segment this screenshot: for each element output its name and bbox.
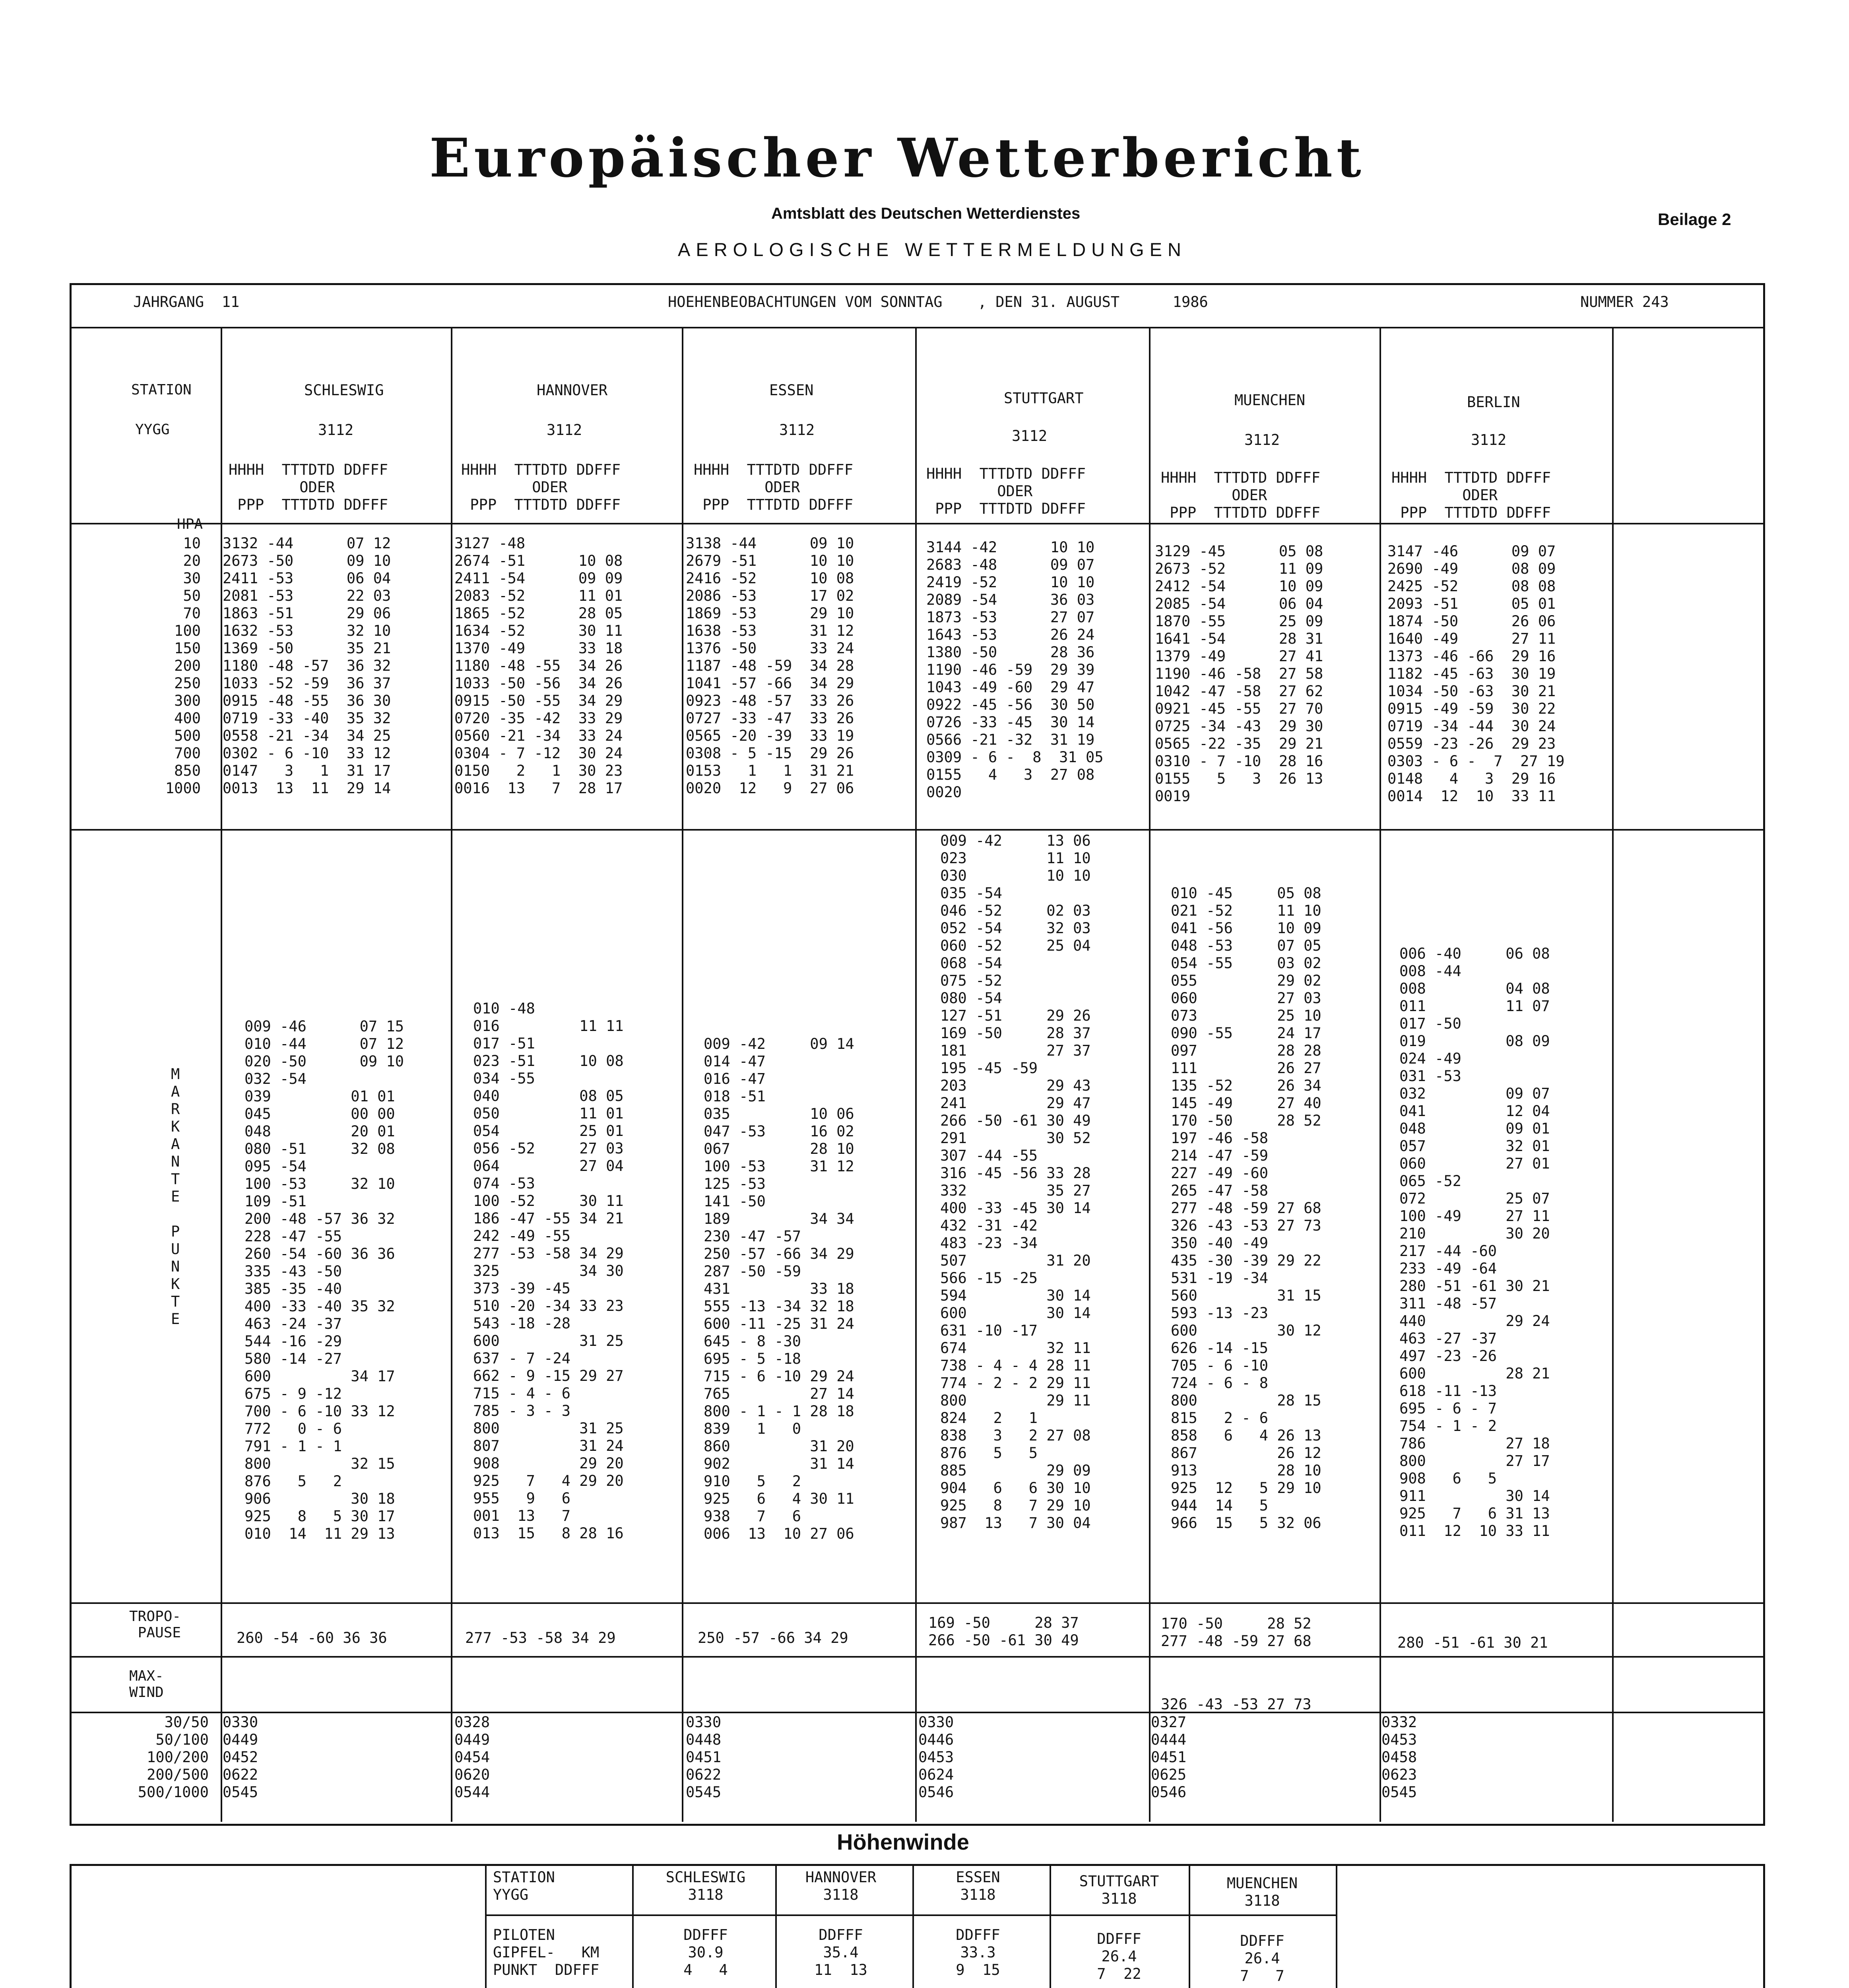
tropopause-label: TROPO- PAUSE	[129, 1608, 181, 1641]
column-divider	[221, 327, 222, 1822]
wind-shear-values: 0328 0449 0454 0620 0544	[454, 1714, 490, 1801]
row-divider	[70, 523, 1763, 524]
column-header: HHHH TTTDTD DDFFF ODER PPP TTTDTD DDFFF	[1391, 469, 1551, 521]
standard-levels: 3132 -44 07 12 2673 -50 09 10 2411 -53 06 04 2081 -53 22 03 1863 -51 29 06 1632 -53 32 10 1369 -50 35 21 1180 -48 -57 36 32 1033 -52 -59 36 37 0915 -48 -55 36 30 0719 -33 -40 35 32 0558 -21 -34 34 25 0302 - 6 -10 33 12 0147 3 1 31 17 0013 13 11 29 14	[223, 535, 391, 797]
wind-shear-values: 0330 0448 0451 0622 0545	[686, 1714, 722, 1801]
station-yygg: 3112	[318, 421, 354, 439]
volume-number: JAHRGANG 11	[133, 293, 240, 311]
wind-shear-values: 0330 0449 0452 0622 0545	[223, 1714, 258, 1801]
station-yygg: 3112	[1244, 431, 1280, 448]
wind-shear-labels: 30/50 50/100 100/200 200/500 500/1000	[138, 1714, 209, 1801]
tropopause-values-2: 277 -48 -59 27 68	[1161, 1633, 1312, 1650]
row-divider	[70, 1602, 1763, 1604]
column-divider	[1612, 327, 1614, 1822]
column-divider	[485, 1866, 487, 1988]
station-name: BERLIN	[1467, 394, 1520, 411]
column-divider	[1149, 327, 1151, 1822]
row-divider	[70, 1712, 1763, 1713]
winds-station-name: SCHLESWIG 3118	[665, 1869, 746, 1903]
tropopause-values: 170 -50 28 52	[1161, 1615, 1312, 1632]
upper-winds-title: Höhenwinde	[837, 1829, 969, 1854]
column-divider	[1336, 1866, 1337, 1988]
wind-shear-values: 0330 0446 0453 0624 0546	[918, 1714, 954, 1801]
row-divider	[485, 1914, 1337, 1916]
column-divider	[1379, 327, 1381, 1822]
pressure-levels: 10 20 30 50 70 100 150 200 250 300 400 500 700 850 1000	[165, 535, 201, 797]
report-title: Europäischer Wetterbericht	[429, 126, 1365, 189]
column-header: HHHH TTTDTD DDFFF ODER PPP TTTDTD DDFFF	[229, 461, 388, 513]
station-yygg: 3112	[1012, 427, 1048, 445]
station-name: MUENCHEN	[1234, 392, 1306, 409]
wind-shear-values: 0332 0453 0458 0623 0545	[1381, 1714, 1417, 1801]
significant-levels: 010 -45 05 08 021 -52 11 10 041 -56 10 09 048 -53 07 05 054 -55 03 02 055 29 02 060 27 03 073 25 10 090 -55 24 17 097 28 28 111 26 27 135 -52 26 34 145 -49 27 40 170 -50 28 52 197 -46 -58 214 -47 -59 227 -49 -60 265 -47 -58 277 -48 -59 27 68 326 -43 -53 27 73 350 -40 -49 435 -30 -39 29 22 531 -19 -34 560 31 15 593 -13 -23 600 30 12 626 -14 -15 705 - 6 -10 724 - 6 - 8 800 28 15 815 2 - 6 858 6 4 26 13 867 26 12 913 28 10 925 12 5 29 10 944 14 5 966 15 5 32 06	[1171, 885, 1321, 1532]
standard-levels: 3127 -48 2674 -51 10 08 2411 -54 09 09 2083 -52 11 01 1865 -52 28 05 1634 -52 30 11 1370 -49 33 18 1180 -48 -55 34 26 1033 -50 -56 34 26 0915 -50 -55 34 29 0720 -35 -42 33 29 0560 -21 -34 33 24 0304 - 7 -12 30 24 0150 2 1 30 23 0016 13 7 28 17	[454, 535, 623, 797]
standard-levels: 3147 -46 09 07 2690 -49 08 09 2425 -52 08 08 2093 -51 05 01 1874 -50 26 06 1640 -49 27 11 1373 -46 -66 29 16 1182 -45 -63 30 19 1034 -50 -63 30 21 0915 -49 -59 30 22 0719 -34 -44 30 24 0559 -23 -26 29 23 0303 - 6 - 7 27 19 0148 4 3 29 16 0014 12 10 33 11	[1387, 543, 1565, 805]
winds-station-name: STUTTGART 3118	[1079, 1873, 1159, 1907]
significant-points-label: M A R K A N T E P U N K T E	[171, 1066, 180, 1328]
column-divider	[682, 327, 683, 1822]
station-name: ESSEN	[769, 382, 814, 399]
report-subtitle: Amtsblatt des Deutschen Wetterdienstes	[771, 205, 1081, 222]
max-wind-label: MAX- WIND	[129, 1668, 164, 1701]
tropopause-values: 277 -53 -58 34 29	[465, 1629, 616, 1646]
row-divider	[70, 829, 1763, 831]
observation-date: HOEHENBEOBACHTUNGEN VOM SONNTAG , DEN 31. AUGUST 1986	[668, 293, 1208, 311]
significant-levels: 009 -42 13 06 023 11 10 030 10 10 035 -54 046 -52 02 03 052 -54 32 03 060 -52 25 04 068 -54 075 -52 080 -54 127 -51 29 26 169 -50 28 37 181 27 37 195 -45 -59 203 29 43 241 29 47 266 -50 -61 30 49 291 30 52 307 -44 -55 316 -45 -56 33 28 332 35 27 400 -33 -45 30 14 432 -31 -42 483 -23 -34 507 31 20 566 -15 -25 594 30 14 600 30 14 631 -10 -17 674 32 11 738 - 4 - 4 28 11 774 - 2 - 2 29 11 800 29 11 824 2 1 838 3 2 27 08 876 5 5 885 29 09 904 6 6 30 10 925 8 7 29 10 987 13 7 30 04	[940, 832, 1091, 1532]
station-name: HANNOVER	[537, 382, 608, 399]
tropopause-values: 280 -51 -61 30 21	[1397, 1634, 1548, 1651]
issue-number: NUMMER 243	[1580, 293, 1669, 311]
significant-levels: 009 -46 07 15 010 -44 07 12 020 -50 09 10 032 -54 039 01 01 045 00 00 048 20 01 080 -51 32 08 095 -54 100 -53 32 10 109 -51 200 -48 -57 36 32 228 -47 -55 260 -54 -60 36 36 335 -43 -50 385 -35 -40 400 -33 -40 35 32 463 -24 -37 544 -16 -29 580 -14 -27 600 34 17 675 - 9 -12 700 - 6 -10 33 12 772 0 - 6 791 - 1 - 1 800 32 15 876 5 2 906 30 18 925 8 5 30 17 010 14 11 29 13	[244, 1018, 404, 1542]
significant-levels: 009 -42 09 14 014 -47 016 -47 018 -51 035 10 06 047 -53 16 02 067 28 10 100 -53 31 12 125 -53 141 -50 189 34 34 230 -47 -57 250 -57 -66 34 29 287 -50 -59 431 33 18 555 -13 -34 32 18 600 -11 -25 31 24 645 - 8 -30 695 - 5 -18 715 - 6 -10 29 24 765 27 14 800 - 1 - 1 28 18 839 1 0 860 31 20 902 31 14 910 5 2 925 6 4 30 11 938 7 6 006 13 10 27 06	[704, 1035, 854, 1542]
yygg-label: YYGG	[135, 421, 170, 438]
column-divider	[1050, 1866, 1051, 1988]
column-header: HHHH TTTDTD DDFFF ODER PPP TTTDTD DDFFF	[694, 461, 853, 513]
wind-shear-values: 0327 0444 0451 0625 0546	[1151, 1714, 1187, 1801]
winds-pilot-value: DDFFF 26.4 7 22	[1097, 1930, 1141, 1982]
winds-pilot-value: DDFFF 35.4 11 13	[814, 1926, 867, 1978]
tropopause-values-2: 266 -50 -61 30 49	[928, 1632, 1079, 1649]
standard-levels: 3144 -42 10 10 2683 -48 09 07 2419 -52 10 10 2089 -54 36 03 1873 -53 27 07 1643 -53 26 24 1380 -50 28 36 1190 -46 -59 29 39 1043 -49 -60 29 47 0922 -45 -56 30 50 0726 -33 -45 30 14 0566 -21 -32 31 19 0309 - 6 - 8 31 05 0155 4 3 27 08 0020	[926, 539, 1104, 801]
winds-station-name: MUENCHEN 3118	[1226, 1875, 1298, 1909]
upper-winds-table	[70, 1864, 1765, 1988]
hpa-label: HPA	[177, 516, 203, 532]
station-yygg: 3112	[547, 421, 582, 439]
station-yygg: 3112	[1471, 431, 1507, 448]
column-divider	[775, 1866, 777, 1988]
station-name: STUTTGART	[1004, 390, 1084, 407]
winds-pilot-value: DDFFF 26.4 7 7	[1240, 1932, 1284, 1984]
max-wind-values: 326 -43 -53 27 73	[1161, 1696, 1312, 1713]
tropopause-values: 250 -57 -66 34 29	[698, 1629, 848, 1646]
supplement-label: Beilage 2	[1658, 210, 1731, 229]
station-label: STATION	[131, 382, 192, 398]
winds-station-name: ESSEN 3118	[956, 1869, 1000, 1903]
winds-pilot-value: DDFFF 30.9 4 4	[683, 1926, 728, 1978]
column-divider	[451, 327, 452, 1822]
column-divider	[912, 1866, 914, 1988]
winds-station-name: HANNOVER 3118	[805, 1869, 877, 1903]
winds-pilot-value: DDFFF 33.3 9 15	[956, 1926, 1000, 1978]
station-name: SCHLESWIG	[304, 382, 384, 399]
column-divider	[915, 327, 917, 1822]
standard-levels: 3129 -45 05 08 2673 -52 11 09 2412 -54 10 09 2085 -54 06 04 1870 -55 25 09 1641 -54 28 31 1379 -49 27 41 1190 -46 -58 27 58 1042 -47 -58 27 62 0921 -45 -55 27 70 0725 -34 -43 29 30 0565 -22 -35 29 21 0310 - 7 -10 28 16 0155 5 3 26 13 0019	[1155, 543, 1323, 805]
significant-levels: 010 -48 016 11 11 017 -51 023 -51 10 08 034 -55 040 08 05 050 11 01 054 25 01 056 -52 27 03 064 27 04 074 -53 100 -52 30 11 186 -47 -55 34 21 242 -49 -55 277 -53 -58 34 29 325 34 30 373 -39 -45 510 -20 -34 33 23 543 -18 -28 600 31 25 637 - 7 -24 662 - 9 -15 29 27 715 - 4 - 6 785 - 3 - 3 800 31 25 807 31 24 908 29 20 925 7 4 29 20 955 9 6 001 13 7 013 15 8 28 16	[473, 1000, 624, 1542]
column-divider	[632, 1866, 634, 1988]
station-yygg: 3112	[779, 421, 815, 439]
column-header: HHHH TTTDTD DDFFF ODER PPP TTTDTD DDFFF	[461, 461, 621, 513]
tropopause-values: 260 -54 -60 36 36	[237, 1629, 387, 1646]
winds-pilot-label: PILOTEN GIPFEL- KM PUNKT DDFFF	[493, 1926, 600, 1978]
column-header: HHHH TTTDTD DDFFF ODER PPP TTTDTD DDFFF	[1161, 469, 1320, 521]
row-divider	[70, 1656, 1763, 1658]
column-divider	[1189, 1866, 1190, 1988]
section-heading: AEROLOGISCHE WETTERMELDUNGEN	[678, 239, 1187, 260]
significant-levels: 006 -40 06 08 008 -44 008 04 08 011 11 07 017 -50 019 08 09 024 -49 031 -53 032 09 07 041 12 04 048 09 01 057 32 01 060 27 01 065 -52 072 25 07 100 -49 27 11 210 30 20 217 -44 -60 233 -49 -64 280 -51 -61 30 21 311 -48 -57 440 29 24 463 -27 -37 497 -23 -26 600 28 21 618 -11 -13 695 - 6 - 7 754 - 1 - 2 786 27 18 800 27 17 908 6 5 911 30 14 925 7 6 31 13 011 12 10 33 11	[1399, 945, 1550, 1540]
tropopause-values: 169 -50 28 37	[928, 1614, 1079, 1631]
column-header: HHHH TTTDTD DDFFF ODER PPP TTTDTD DDFFF	[926, 465, 1086, 517]
winds-station-label: STATION YYGG	[493, 1869, 555, 1903]
standard-levels: 3138 -44 09 10 2679 -51 10 10 2416 -52 10 08 2086 -53 17 02 1869 -53 29 10 1638 -53 31 12 1376 -50 33 24 1187 -48 -59 34 28 1041 -57 -66 34 29 0923 -48 -57 33 26 0727 -33 -47 33 26 0565 -20 -39 33 19 0308 - 5 -15 29 26 0153 1 1 31 21 0020 12 9 27 06	[686, 535, 854, 797]
